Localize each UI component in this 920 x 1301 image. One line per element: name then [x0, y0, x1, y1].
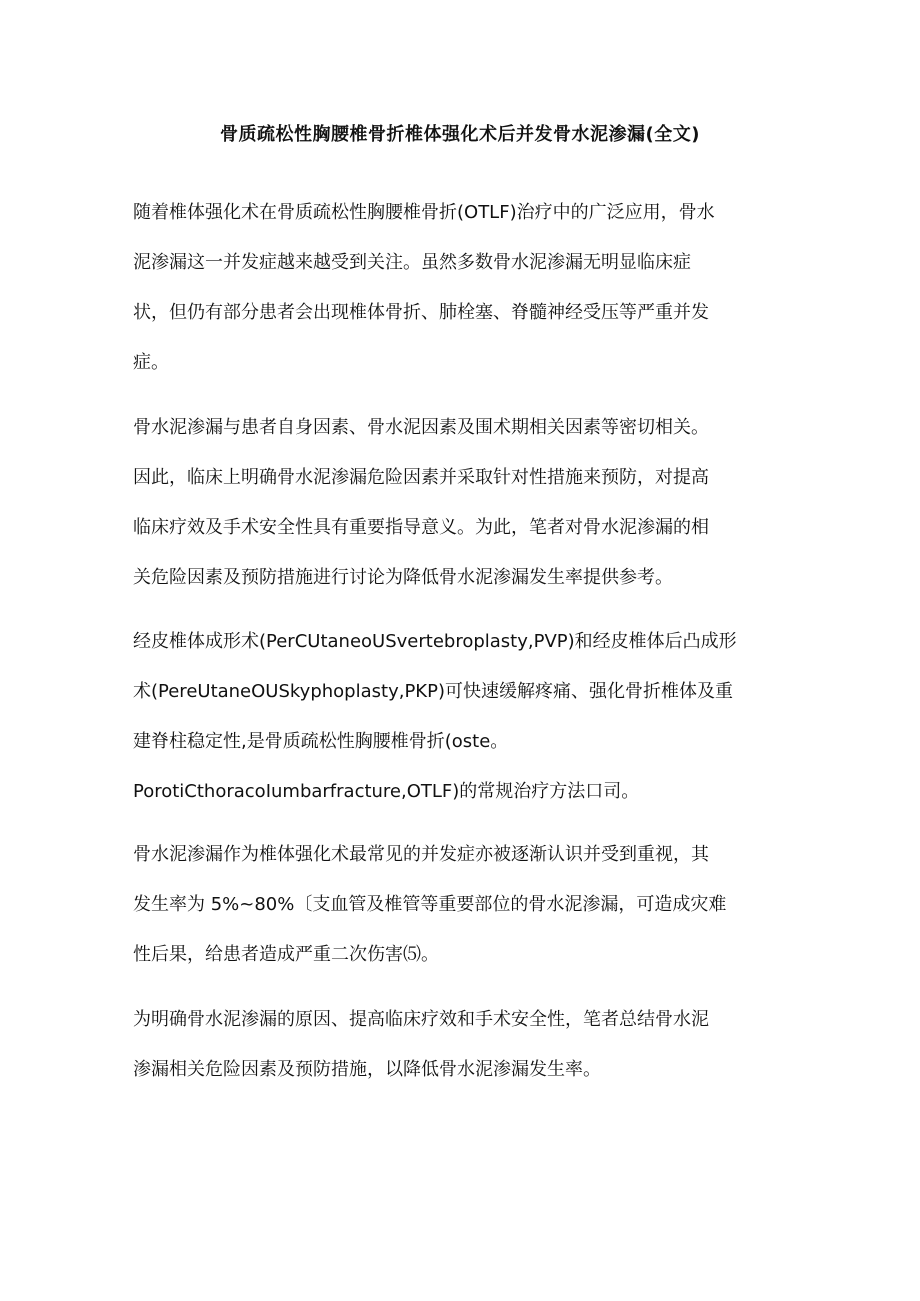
paragraph-line: 发生率为 5%~80%〔支血管及椎管等重要部位的骨水泥渗漏，可造成灾难 — [133, 894, 727, 915]
paragraph-5 — [133, 995, 793, 1095]
paragraph-line: 术(PereUtaneOUSkyphoplasty,PKP)可快速缓解疼痛、强化骨折椎体及重 — [133, 681, 733, 702]
paragraph-line: 经皮椎体成形术(PerCUtaneoUSvertebroplasty,PVP)和经皮椎体后凸成形 — [133, 631, 737, 652]
paragraph-line: 建脊柱稳定性,是骨质疏松性胸腰椎骨折(oste。 — [133, 731, 509, 752]
paragraph-line: 骨水泥渗漏与患者自身因素、骨水泥因素及围术期相关因素等密切相关。 — [133, 417, 709, 438]
paragraph-line: PorotiCthoracoIumbarfracture,OTLF)的常规治疗方法口司。 — [133, 781, 640, 802]
paragraph-line: 临床疗效及手术安全性具有重要指导意义。为此，笔者对骨水泥渗漏的相 — [133, 517, 709, 538]
paragraph-line: 症。 — [133, 352, 169, 373]
paragraph-line: 渗漏相关危险因素及预防措施，以降低骨水泥渗漏发生率。 — [133, 1059, 601, 1080]
paragraph-line: 关危险因素及预防措施进行讨论为降低骨水泥渗漏发生率提供参考。 — [133, 567, 673, 588]
paragraph-line: 为明确骨水泥渗漏的原因、提高临床疗效和手术安全性，笔者总结骨水泥 — [133, 1009, 709, 1030]
paragraph-line: 因此，临床上明确骨水泥渗漏危险因素并采取针对性措施来预防，对提高 — [133, 467, 709, 488]
paragraph-line: 性后果，给患者造成严重二次伤害⑸。 — [133, 944, 439, 965]
document-title: 骨质疏松性胸腰椎骨折椎体强化术后并发骨水泥渗漏(全文) — [220, 124, 700, 145]
paragraph-2 — [133, 403, 793, 603]
paragraph-line: 随着椎体强化术在骨质疏松性胸腰椎骨折(OTLF)治疗中的广泛应用，骨水 — [133, 202, 715, 223]
paragraph-line: 骨水泥渗漏作为椎体强化术最常见的并发症亦被逐渐认识并受到重视，其 — [133, 844, 709, 865]
paragraph-3 — [133, 617, 793, 817]
paragraph-4 — [133, 830, 793, 980]
paragraph-line: 泥渗漏这一并发症越来越受到关注。虽然多数骨水泥渗漏无明显临床症 — [133, 252, 691, 273]
paragraph-line: 状，但仍有部分患者会出现椎体骨折、肺栓塞、脊髓神经受压等严重并发 — [133, 302, 709, 323]
paragraph-1 — [133, 188, 793, 388]
